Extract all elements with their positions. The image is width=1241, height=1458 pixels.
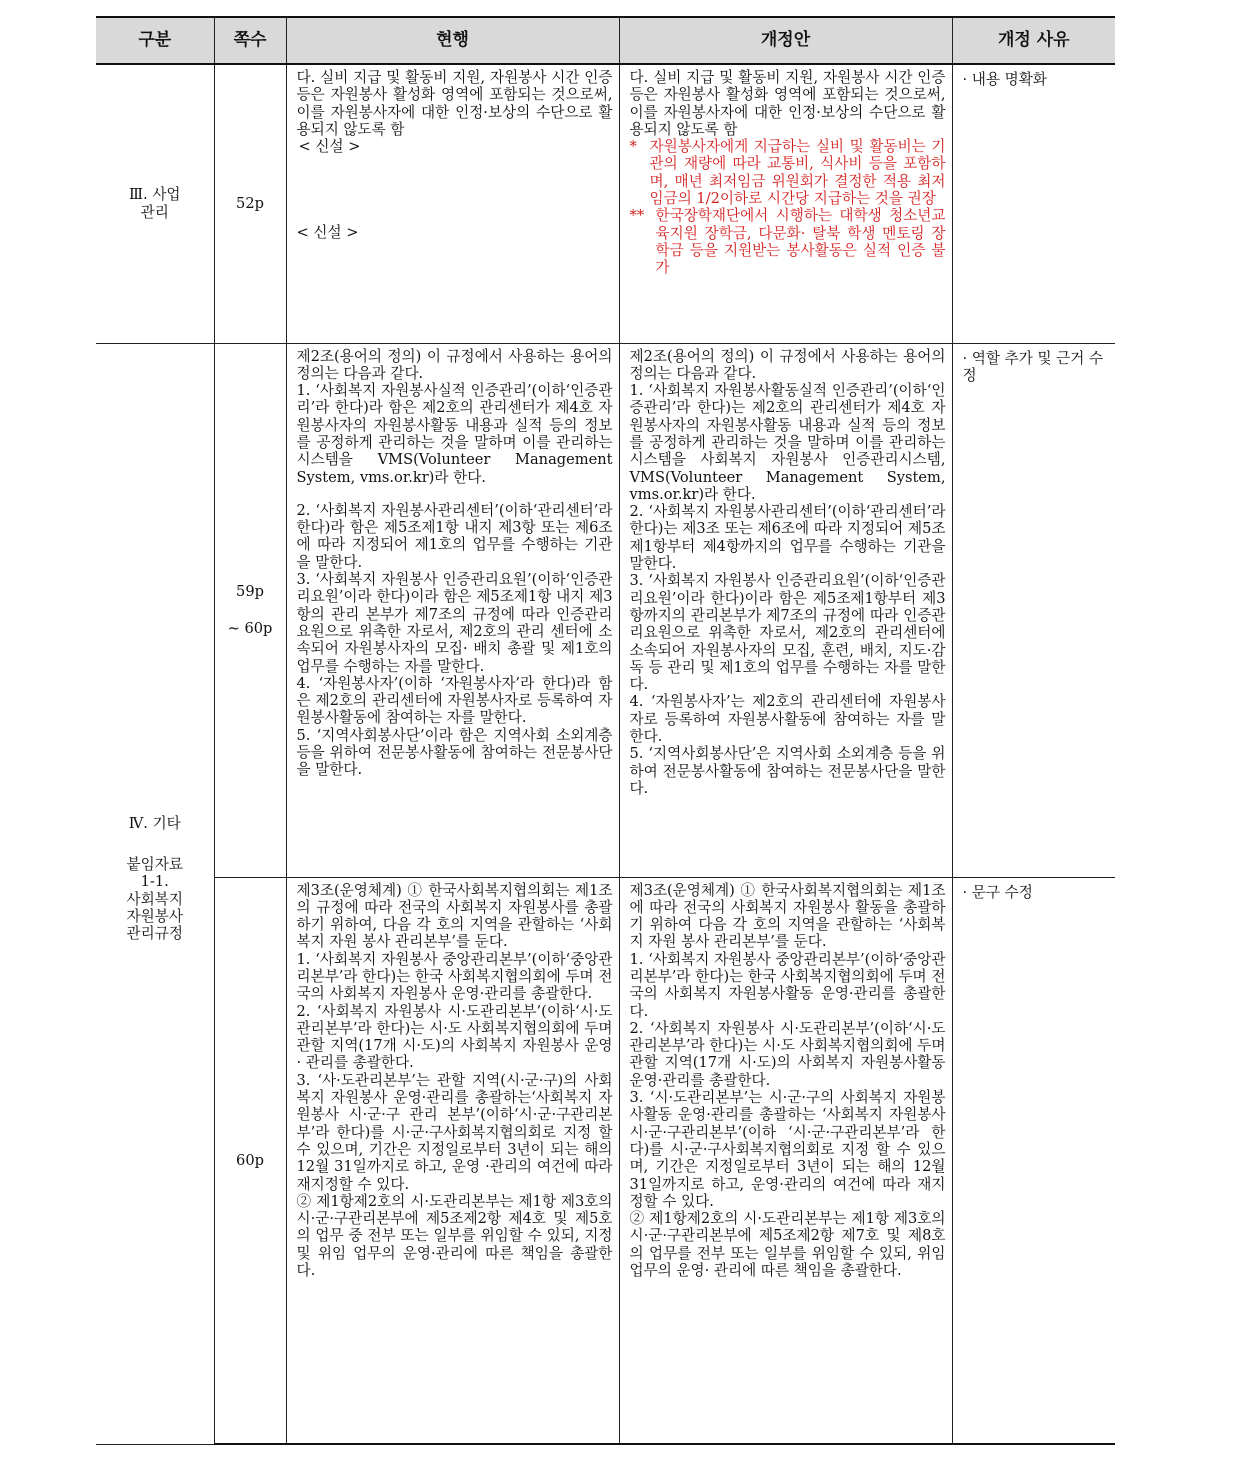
article-paragraph: 제3조(운영체계) ① 한국사회복지협의회는 제1조의 규정에 따라 전국의 사회복지 자원봉사를 총괄하기 위하여, 다음 각 호의 지역을 관할하는 ‘사회복지 자원 봉사 관리본부’를 둔다. bbox=[296, 881, 613, 951]
header-row bbox=[96, 17, 1115, 64]
article-item: 2. ‘사회복지 자원봉사 시·도관리본부’(이하‘시·도관리본부’라 한다)는 시·도 사회복지협의회에 두며 관할 지역(17개 시·도)의 사회복지 자원봉사 운영· 관리를 총괄한다. bbox=[296, 1002, 613, 1072]
revised-paragraph: 다. 실비 지급 및 활동비 지원, 자원봉사 시간 인증 등은 자원봉사 활성화 영역에 포함되는 것으로써, 이를 자원봉사자에 대한 인정·보상의 수단으로 활용되지 않도록 함 bbox=[629, 69, 946, 138]
article-item: 2. ‘사회복지 자원봉사 시·도관리본부’(이하‘시·도관리본부’라 한다)는 시·도 사회복지협의회에 두며 관할 지역(17개 시·도)의 사회복지 자원봉사활동 운영·관리를 총괄한다. bbox=[629, 1019, 946, 1089]
footnote-mark: ** bbox=[629, 207, 645, 225]
reason-cell bbox=[952, 343, 1115, 877]
revised-text-cell bbox=[619, 64, 952, 343]
revised-text-cell bbox=[619, 343, 952, 877]
article-paragraph: 제2조(용어의 정의) 이 규정에서 사용하는 용어의 정의는 다음과 같다. bbox=[296, 347, 613, 382]
header-page: 쪽수 bbox=[214, 17, 286, 64]
footnote-text: 자원봉사자에게 지급하는 실비 및 활동비는 기관의 재량에 따라 교통비, 식사비 등을 포함하며, 매년 최저임금 위원회가 결정한 적용 최저 임금의 1/2이하로 시간당 지급하는 것을 권장 bbox=[649, 138, 946, 208]
article-item: 3. ‘사·도관리본부’는 관할 지역(시·군·구)의 사회복지 자원봉사 운영·관리를 총괄하는‘사회복지 자원봉사 시·군·구 관리 본부’(이하‘시·군·구관리본부’라 한다)를 시·군·구사회복지협의회로 지정 할 수 있으며, 기간은 지정일로부터 3년이 되는 해의 12월 31일까지로 하고, 운영 ·관리의 여건에 따라 재지정할 수 있다. bbox=[296, 1071, 613, 1193]
revised-text-cell bbox=[619, 877, 952, 1444]
page-cell bbox=[214, 877, 286, 1444]
current-text-cell bbox=[286, 877, 619, 1444]
article-item: 1. ‘사회복지 자원봉사 중앙관리본부’(이하‘중앙관리본부’라 한다)는 한국 사회복지협의회에 두며 전국의 사회복지 자원봉사활동 운영·관리를 총괄한다. bbox=[629, 950, 946, 1020]
page-cell bbox=[214, 64, 286, 343]
article-item: ② 제1항제2호의 시·도관리본부는 제1항 제3호의 시·군·구관리본부에 제5조제2항 제7호 및 제8호의 업무를 전부 또는 일부를 위임할 수 있되, 위임 업무의 운영· 관리에 따른 책임을 총괄한다. bbox=[629, 1210, 946, 1280]
category-cell bbox=[96, 343, 214, 1444]
article-item: 1. ‘사회복지 자원봉사 중앙관리본부’(이하‘중앙관리본부’라 한다)는 한국 사회복지협의회에 두며 전국의 사회복지 자원봉사 운영·관리를 총괄한다. bbox=[296, 950, 613, 1003]
category-label: Ⅲ. 사업 관리 bbox=[128, 186, 181, 221]
article-paragraph: 제3조(운영체계) ① 한국사회복지협의회는 제1조에 따라 전국의 사회복지 자원봉사 활동을 총괄하기 위하여 다음 각 호의 지역을 관할하는 ‘사회복지 자원 봉사 관리본부’를 둔다. bbox=[629, 881, 946, 951]
new-marker: < 신설 > bbox=[296, 224, 359, 242]
page-number: 59p bbox=[236, 582, 264, 600]
article-item: 3. ‘사회복지 자원봉사 인증관리요원’(이하‘인증관리요원’이라 한다)이라 함은 제5조제1항부터 제3항까지의 관리본부가 제7조의 규정에 따라 인증관리요원으로 위촉한 자로서, 제2호의 관리센터에 소속되어 자원봉사자의 모집, 훈련, 배치, 지도·감독 등 관리 및 제1호의 업무를 수행하는 자를 말한다. bbox=[629, 572, 946, 694]
article-item: ② 제1항제2호의 시·도관리본부는 제1항 제3호의 시·군·구관리본부에 제5조제2항 제4호 및 제5호의 업무 중 전부 또는 일부를 위임할 수 있되, 지정 및 위임 업무의 운영·관리에 따른 책임을 총괄한다. bbox=[296, 1192, 613, 1280]
page-number-range: ~ 60p bbox=[227, 620, 273, 637]
header-revised: 개정안 bbox=[619, 17, 952, 64]
footnote-text: 한국장학재단에서 시행하는 대학생 청소년교육지원 장학금, 다문화· 탈북 학생 멘토링 장학금 등을 지원받는 봉사활동은 실적 인증 불가 bbox=[655, 207, 946, 277]
article-item: 3. ‘시·도관리본부’는 시·군·구의 사회복지 자원봉사활동 운영·관리를 총괄하는 ‘사회복지 자원봉사 시·군·구관리본부’(이하 ‘시·군·구관리본부’라 한다)를 시·군·구사회복지협의회로 지정 할 수 있으며, 기간은 지정일로부터 3년이 되는 해의 12월 31일까지로 하고, 운영·관리의 여건에 따라 재지정할 수 있다. bbox=[629, 1089, 946, 1210]
article-item: 4. ‘자원봉사자’는 제2호의 관리센터에 자원봉사자로 등록하여 자원봉사활동에 참여하는 자를 말한다. bbox=[629, 693, 946, 746]
header-current: 현행 bbox=[286, 17, 619, 64]
header-category: 구분 bbox=[96, 17, 214, 64]
article-item: 1. ‘사회복지 자원봉사실적 인증관리’(이하‘인증관리’라 한다)라 함은 제2호의 관리센터가 제4호 자원봉사자의 자원봉사활동 내용과 실적 등의 정보를 공정하게 관리하는 것을 말하며 이를 관리하는 시스템을 VMS(Volunteer Management System, vms.or.kr)라 한다. bbox=[296, 382, 613, 486]
article-item: 3. ‘사회복지 자원봉사 인증관리요원’(이하‘인증관리요원’이라 한다)이라 함은 제5조제1항 내지 제3항의 관리 본부가 제7조의 규정에 따라 인증관리 요원으로 위촉한 자로서, 제2호의 관리 센터에 소속되어 자원봉사자의 모집· 배치 총괄 및 제1호의 업무를 수행하는 자를 말한다. bbox=[296, 571, 613, 675]
article-item: 1. ‘사회복지 자원봉사활동실적 인증관리’(이하‘인증관리’라 한다)는 제2호의 관리센터가 제4호 자원봉사자의 자원봉사활동 내용과 실적 등의 정보를 공정하게 관리하는 것을 말하며 이를 관리하는 시스템을 사회복지 자원봉사 인증관리시스템, VMS(Volunteer Management System, vms.or.kr)라 한다. bbox=[629, 382, 946, 503]
current-paragraph: 다. 실비 지급 및 활동비 지원, 자원봉사 시간 인증 등은 자원봉사 활성화 영역에 포함되는 것으로써, 이를 자원봉사자에 대한 인정·보상의 수단으로 활용되지 않도록 함 bbox=[296, 69, 613, 138]
footnote bbox=[630, 207, 946, 276]
category-label: Ⅳ. 기타 bbox=[128, 814, 181, 832]
footnote-mark: * bbox=[629, 138, 637, 156]
article-paragraph: 제2조(용어의 정의) 이 규정에서 사용하는 용어의 정의는 다음과 같다. bbox=[629, 347, 946, 382]
article-item: 2. ‘사회복지 자원봉사관리센터’(이하‘관리센터’라 한다)는 제3조 또는 제6조에 따라 지정되어 제5조제1항부터 제4항까지의 업무를 수행하는 기관을 말한다. bbox=[629, 503, 946, 573]
category-cell bbox=[96, 64, 214, 343]
table-row bbox=[96, 877, 1115, 1444]
article-item: 5. ‘지역사회봉사단’이라 함은 지역사회 소외계층 등을 위하여 전문봉사활동에 참여하는 전문봉사단을 말한다. bbox=[296, 726, 613, 779]
page-number: 60p bbox=[236, 1151, 264, 1169]
new-marker: < 신설 > bbox=[298, 138, 361, 156]
footnote bbox=[630, 138, 946, 207]
article-item: 2. ‘사회복지 자원봉사관리센터’(이하‘관리센터’라 한다)라 함은 제5조제1항 내지 제3항 또는 제6조에 따라 지정되어 제1호의 업무를 수행하는 기관을 말한다. bbox=[296, 501, 613, 571]
reason-text: · 역할 추가 및 근거 수정 bbox=[962, 349, 1104, 384]
reason-cell bbox=[952, 64, 1115, 343]
category-sublabel: 붙임자료 1-1. 사회복지 자원봉사 관리규정 bbox=[126, 855, 183, 943]
reason-text: · 문구 수정 bbox=[962, 883, 1033, 901]
header-reason: 개정 사유 bbox=[952, 17, 1115, 64]
current-text-cell bbox=[286, 64, 619, 343]
article-item: 5. ‘지역사회봉사단’은 지역사회 소외계층 등을 위하여 전문봉사활동에 참여하는 전문봉사단을 말한다. bbox=[629, 745, 946, 797]
table-row bbox=[96, 64, 1115, 343]
page-number: 52p bbox=[236, 195, 264, 213]
page-cell bbox=[214, 343, 286, 877]
article-item: 4. ‘자원봉사자’(이하 ‘자원봉사자’라 한다)라 함은 제2호의 관리센터에 자원봉사자로 등록하여 자원봉사활동에 참여하는 자를 말한다. bbox=[296, 674, 613, 727]
comparison-table bbox=[96, 16, 1115, 1445]
table-row bbox=[96, 343, 1115, 877]
reason-text: · 내용 명확화 bbox=[962, 71, 1047, 88]
current-text-cell bbox=[286, 343, 619, 877]
reason-cell bbox=[952, 877, 1115, 1444]
